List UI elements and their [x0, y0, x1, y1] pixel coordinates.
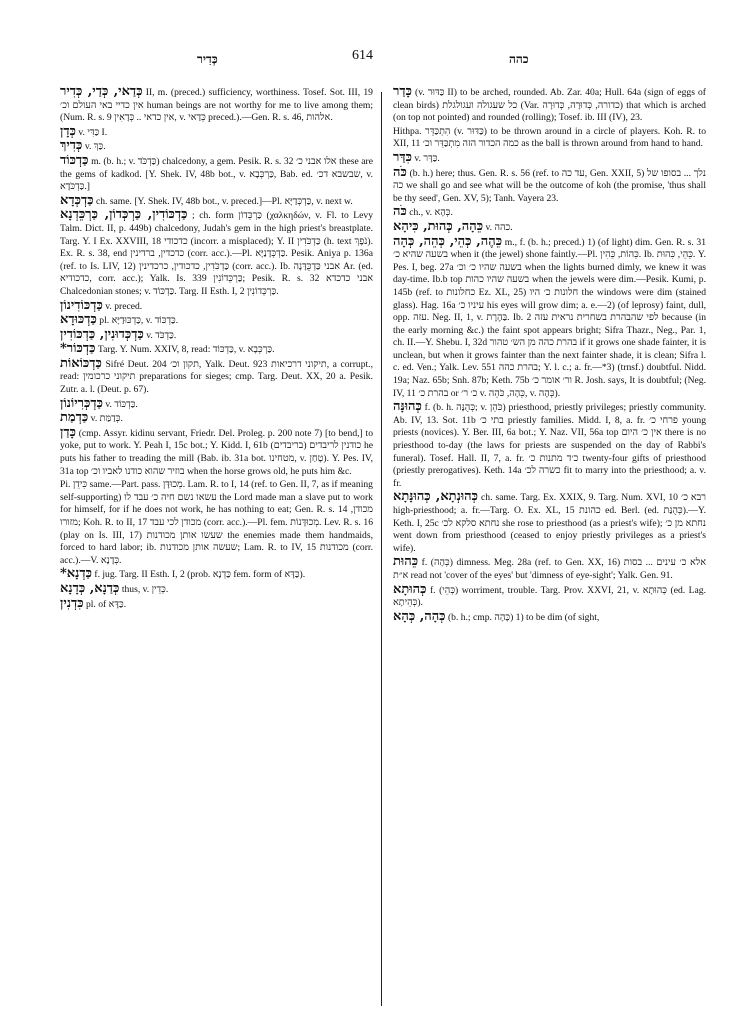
entry-definition: v. כַּדְכּוֹד. — [105, 398, 138, 410]
entry-headword: כַּדְכּוֹאוֹת — [60, 355, 102, 371]
entry-headword: כְּהָה, כְּהָא — [393, 608, 446, 624]
entry-headword: כְּדָן — [60, 123, 76, 139]
entry-definition: v. כַּדָּר. — [414, 152, 440, 164]
dictionary-entry — [60, 140, 373, 154]
entry-headword: כַּדְכּוּדָא — [60, 312, 97, 328]
entry-definition: v. כהה. — [485, 221, 513, 233]
dictionary-entry — [60, 479, 373, 567]
entry-headword: כַּדְכְּדָא — [60, 192, 94, 208]
dictionary-entry — [60, 297, 373, 314]
entry-headword: כֵּהָה, כְּהוּת, כִּיהָא — [393, 218, 484, 234]
entry-definition: Targ. Y. Num. XXIV, 8, read: כַּדְכּוֹד, v. כַּרְכְּבָא. — [97, 344, 275, 356]
dictionary-entry — [393, 149, 706, 166]
dictionary-entry — [60, 314, 373, 328]
entry-headword: כִּדַּר — [393, 149, 412, 165]
dictionary-entry — [60, 343, 373, 357]
entry-definition: ; ch. form כַּרְכֵּדוֹן (χαλκηδών, v. Fl. to Levy Talm. Dict. II, p. 449b) chalcedony, Judah's gem in the high priest's breastplate. Targ. Y. I Ex. XXVIII, 18 כדכודי (incorr. a misplaced); Y. II כַּדְכֹּדִין (h. text נֹפֶךְ). Ex. R. s. 38, end כדכדין, ברדינין (corr. acc.).—Pl. כַּדְכְּדָנַיָּא. Pesik. Aniya p. 136a (ref. to Is. LIV, 12) כַּדְכֹּדִין, כדכודין, כרכדינין (corr. acc.). Ib. אבני כַּדְכֻּדָּנָה Ar. (ed. כדכודיא, corr. acc.); Yalk. Is. 339 כַּרְכֵּדוֹנִין; Pesik. R. s. 32 אבני כדכדא Chalcedonian stones; v. כַּדְכּוֹד. Targ. II Esth. I, 2 כַּרְכְּדוֹנִין. — [60, 210, 373, 297]
dictionary-entry — [60, 580, 373, 597]
entry-headword: כִּדְנִין — [60, 595, 84, 611]
entry-definition: Pi. כִּידֵן same.—Part. pass. מְכוּדָּן. Lam. R. to I, 14 (ref. to Gen. II, 7, as if meaning self-supporting) עשאו נשם חיה כ׳ עבד לו the Lord made man a slave put to work for himself, for if he does not work, he has nothing to eat; Gen. R. s. 14 מכודן, מזורו; Koh. R. to II, 17 מכודן לכי עבד (corr. acc.).—Pl. fem. מְכוּדָּנוֹת. Lev. R. s. 16 (play on Is. III, 17) שעשו אותן מכודנות the enemies made them handmaids, forced to hard labor; ib. שעשה אותן מכודנות; Lam. R. to IV, 15 מכודנות (corr. acc.).—V. כְּדָנָא. — [60, 479, 373, 566]
dictionary-entry — [60, 209, 373, 298]
entry-headword: כַּדְכּוֹדִינוֹן — [60, 297, 103, 313]
entry-definition: (v. כַּדּוּר II) to be arched, rounded. Ab. Zar. 40a; Hull. 64a (sign of eggs of clean birds) כל שעגולה ועגולגלת (Var. כדורה, כְּדוּרָה, כְּדוּרָה) that which is arched (on top not pointed) and rounded (rolling); Tosef. ib. III (IV), 23. — [393, 87, 706, 124]
left-column — [60, 86, 373, 1008]
entry-definition: (b. h.) here; thus. Gen. R. s. 56 (ref. to עד כה, Gen. XXII, 5) נלך ... בסופו של כה we shall go and see what will be the outcome of koh (the promise, 'thus shall be thy seed', Gen. XV, 5); Tanh. Vayera 23. — [393, 167, 706, 204]
page-header — [0, 48, 750, 70]
dictionary-entry — [393, 218, 706, 235]
entry-definition: Sifré Deut. 204 תקון וכ׳, Yalk. Deut. 923 תיקוני דרכיאות, a corrupt., read: תיקוני כרכומין preparations for sieges; cmp. Targ. Deut. XX, 20 a. Pesik. Zutr. a. l. (Deut. p. 67). — [60, 358, 373, 396]
entry-definition: v. כַּדִּי I. — [78, 126, 108, 138]
dictionary-entry — [60, 412, 373, 426]
dictionary-entry — [60, 595, 373, 612]
running-head-left: כְּדִיר — [197, 52, 218, 66]
dictionary-entry — [393, 86, 706, 125]
running-head-right: כהה — [509, 52, 529, 66]
dictionary-entry — [393, 491, 706, 555]
entry-definition: thus, v. כְּדֵין. — [121, 583, 169, 595]
dictionary-entry — [393, 164, 706, 206]
column-divider — [381, 92, 382, 1006]
entry-headword: כֹּה — [393, 204, 407, 220]
entry-definition: II, m. (preced.) sufficiency, worthiness. Tosef. Sot. III, 19 אין כדיי באי העולם וכ׳ human beings are not worthy for me to live among them; (Num. R. s. 9 אין כדאי .. כְּדָאִין, v. כְּדַאי preced.).—Gen. R. s. 46, אלהות. — [60, 87, 373, 124]
entry-definition: ch. same. [Y. Shek. IV, 48b bot., v. preced.]—Pl. כַּדְכְּדַיָּא, v. next w. — [95, 195, 353, 207]
dictionary-entry — [60, 152, 373, 194]
entry-definition: m., f. (b. h.; preced.) 1) (of light) dim. Gen. R. s. 31 בשעה שהיא כ׳ when it (the jewel) shone faintly.—Pl. כֵּהוֹת, כֵּהִין. Ib. כֵּהֵי, כִּהוּת. Y. Pes. I, beg. 27a בשעה שהיו כ׳ וכ׳ when the lights burned dimly, we knew it was day-time. Ib.b top בשעה שהיו כהות when the jewels were dim.—Pesik. Kumi, p. 145b (ref. to כחלונות Ez. XL, 25) חלונות כ׳ היו the windows were dim (stained glass). Hag. 16a עיניו כ׳ his eyes will grow dim; a. e.—2) (of leprosy) faint, dull, opp. עזה. Neg. II, 1, v. בַּהֶרֶת. Ib. 2 לפי שהבהרת בשחרית נראית עזה because (in the early morning &c.) the faint spot appears bright; Sifra Thazr., Neg., Par. 1, ch. II.—Y. Shebu. I, 32d בהרת כהה מן הש׳ טהור if it grows one shade fainter, it is unclean, but when it grows fainter than the next fainter shade, it is clean; Sifra l. c. ed. Ven.; Yalk. Lev. 551 בהרת כהה; Y. l. c.; a. fr.—*3) (trnsf.) doubtful. Nidd. 19a; Naz. 65b; Snh. 87b; Keth. 75b ור׳ אומר כ׳ R. Josh. says, It is doubtful; (Neg. IV, 11 בהרת כ׳ or כ׳ ר׳ v. כֵּהָה, כֹּהֵה, v. כְּהָה). — [393, 236, 706, 399]
entry-definition: (b. h.; cmp. כָּהָה) 1) to be dim (of sight, — [447, 611, 600, 623]
entry-headword: כְּדַאי, כְּדַי, כְּדִיר — [60, 86, 143, 99]
entry-headword: כַּדְכְּדוּנִין, כַּדְכּוֹדִין — [60, 326, 144, 342]
entry-definition: v. כַּךְ. — [84, 141, 106, 153]
entry-definition: (cmp. Assyr. kidinu servant, Friedr. Del. Proleg. p. 200 note 7) [to bend,] to yoke, put to work. Y. Peah I, 15c bot.; Y. Kidd. I, 61b (בריבדים) כודנין לריבדים he puts his father to treading the mill (Bab. ib. 31a bot. מטחינו, v. טָחַן). Y. Pes. IV, 31a top בוזיר שהוא כודנו לאביו וכ׳ when the horse grows old, he puts him &c. — [60, 427, 373, 477]
entry-headword: כַּדְכּוֹד — [60, 152, 89, 168]
dictionary-entry — [60, 192, 373, 209]
entry-definition: m. (b. h.; v. כַּדְכֹּד) chalcedony, a gem. Pesik. R. s. 32 אלו אבני כ׳ these are the gems of kadkod. [Y. Shek. IV, 48b bot., v. כַּרְכְּבָא, Bab. ed. שבשבא דכ׳, v. כַּדְכֹּדָא.] — [60, 155, 373, 193]
dictionary-entry — [60, 86, 373, 125]
dictionary-entry — [393, 126, 706, 151]
entry-headword: כֵּהֶה, כְּהֵי, כְּהֵה, כְּהָה — [393, 233, 503, 249]
entry-headword: כְּהוּתָא — [393, 581, 427, 597]
page-number: 614 — [352, 48, 373, 63]
dictionary-entry — [60, 355, 373, 397]
dictionary-entry — [393, 608, 706, 625]
entry-headword: כְּדַנָא, כְּדָנָא — [60, 580, 120, 596]
entry-definition: f. (b. h. כְּהֻנָּה; v. כֹּהֵן) priesthood, priestly privileges; priestly community. Ab. IV, 13. Sot. 11b בתי כ׳ priestly families. Midd. I, 8, a. fr. פרחי כ׳ young priests (novices). Y. Ber. III, 6a bot.; Y. Naz. VII, 56a top אין כ׳ היום there is no priesthood to-day (the laws for priests are suspended on the day of Rabbi's funeral). Tosef. Hall. II, 7, a. fr. כ׳ד מתנות כ׳ twenty-four gifts of priesthood (priestly prerogatives). Keth. 14a כשרה לכ׳ fit to marry into the priesthood; a. v. fr. — [393, 402, 706, 489]
entry-headword: כְּהוּנָּה — [393, 399, 422, 415]
dictionary-entry — [393, 206, 706, 220]
dictionary-entry — [393, 401, 706, 490]
entry-definition: v. preced. — [105, 300, 143, 312]
entry-headword: כַּדְמַת — [60, 410, 89, 426]
dictionary-entry — [60, 123, 373, 140]
entry-headword: כָּדַר — [393, 86, 412, 99]
entry-definition: v. כְּדַמַּת. — [90, 413, 123, 425]
entry-headword: כַּדְכְּרִיוֹנוֹן — [60, 395, 103, 411]
entry-definition: f. (כְּהָה) dimness. Meg. 28a (ref. to Gen. XX, 16) אלא כ׳ עינים ... בסות א״ת read not 'cover of the eyes' but 'dimness of eye-sight'; Yalk. Gen. 91. — [393, 557, 706, 581]
dictionary-entry — [60, 395, 373, 412]
entry-definition: f. (כְּהֵי) worriment, trouble. Targ. Prov. XXVI, 21, v. כְּהוּתָא (ed. Lag. כְּהֵיתָא). — [393, 584, 706, 609]
entry-headword: כַּדְנָא* — [60, 566, 92, 582]
dictionary-entry — [60, 326, 373, 343]
dictionary-entry — [393, 581, 706, 610]
entry-definition: pl. כַּדְכּוּדַיָּא, v. כַּדְכּוֹד. — [99, 315, 179, 327]
entry-definition: v. כַּדְכֹּד. — [146, 329, 177, 341]
dictionary-entry — [60, 424, 373, 478]
entry-definition: ch. same. Targ. Ex. XXIX, 9. Targ. Num. XVI, 10 רבא כ׳ high-priesthood; a. fr.—Targ. O. Ex. XL, 15 כהונת ed. Berl. (ed. כְּהֻנַּת).—Y. Keth. I, 25c נחתא סלקא לכ׳ she rose to priesthood (as a priest's wife); נחתא מן כ׳ went down from priesthood (ceased to enjoy priestly privileges as a priest's wife). — [393, 492, 706, 554]
right-column — [393, 86, 706, 1008]
dictionary-entry — [60, 568, 373, 582]
entry-headword: כְּדִיךְ — [60, 138, 83, 154]
entry-definition: pl. of כַּדָּא. — [85, 598, 127, 610]
dictionary-entry — [393, 233, 706, 401]
entry-headword: כַּדְכּוֹדִין, כַּרְכְּדוֹן, כַּרְכֵּדְנָא — [60, 207, 188, 223]
dictionary-entry — [393, 556, 706, 582]
entry-definition: f. jug. Targ. II Esth. I, 2 (prob. כַּדְנָא fem. form of כַּדָּא). — [94, 569, 306, 581]
entry-headword: כֵּהוּת — [393, 554, 419, 570]
entry-definition: ch., v. כְּהָא. — [409, 207, 453, 219]
entry-headword: כְּהוּנְתָא, כְּהוּנָּתָא — [393, 489, 478, 505]
entry-headword: כַּדְכּוֹר* — [60, 341, 96, 357]
entry-headword: כֹּה — [393, 164, 407, 180]
entry-headword: כָּדַן — [60, 424, 76, 440]
entry-definition: Hithpa. הִתְכַּדֵּר (v. כַּדּוּר) to be thrown around in a circle of players. Koh. R. to XII, 11 כמה הכדור הזה מִתְכַּדֵּר וכ׳ as the ball is thrown around from hand to hand. — [393, 125, 706, 150]
